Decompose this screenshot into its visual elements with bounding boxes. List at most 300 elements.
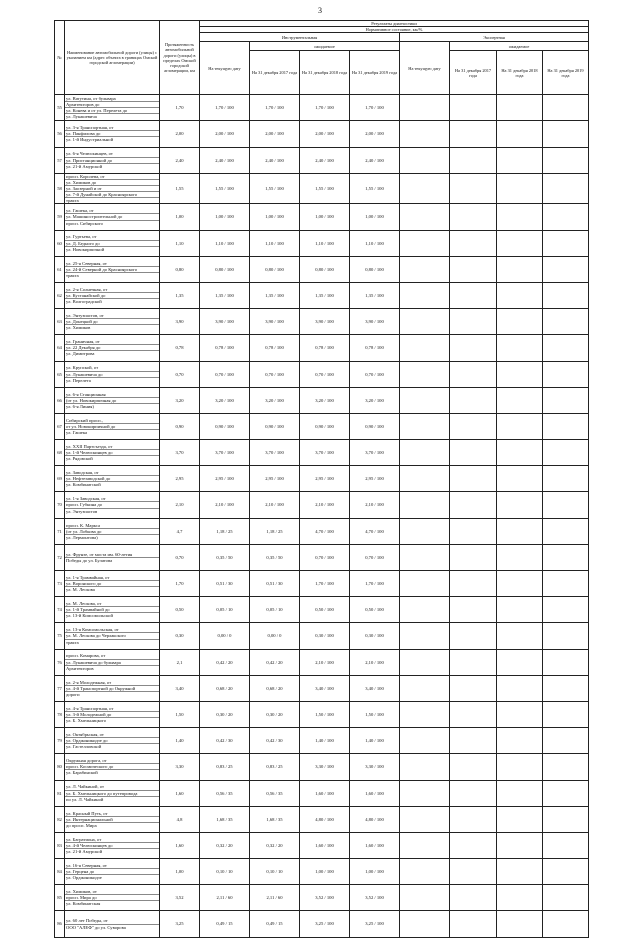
length-cell: 0,70 (160, 544, 200, 570)
current-date-cell: 0,70 / 100 (200, 361, 250, 387)
expert-empty-cell (450, 675, 497, 701)
road-name-cell (65, 701, 160, 727)
road-name-cell (65, 466, 160, 492)
current-date-cell: 3,70 / 100 (200, 440, 250, 466)
expected-2017-cell: 0,68 / 20 (250, 675, 300, 701)
expected-2017-cell: 0,05 / 10 (250, 597, 300, 623)
expected-2019-cell: 1,70 / 100 (350, 571, 400, 597)
expert-empty-cell (497, 466, 543, 492)
expected-2018-cell: 1,00 / 100 (300, 204, 350, 230)
road-name-cell (65, 413, 160, 439)
expected-2018-cell: 1,60 / 100 (300, 780, 350, 806)
row-number: 77 (55, 675, 65, 701)
expected-2017-cell: 0,00 / 0 (250, 623, 300, 649)
road-name-line: ул. 1-й Индустриальной (66, 137, 114, 143)
header-2018: На 31 декабря 2018 года (300, 51, 350, 95)
current-date-cell: 1,55 / 100 (200, 173, 250, 204)
expert-empty-cell (450, 728, 497, 754)
expected-2019-cell: 0,30 / 100 (350, 623, 400, 649)
expert-empty-cell (543, 701, 589, 727)
expected-2018-cell: 3,30 / 100 (300, 754, 350, 780)
length-cell: 0,30 (160, 623, 200, 649)
table-row (55, 754, 589, 780)
expert-empty-cell (497, 597, 543, 623)
road-name-line: ул. 25-я Северная, от (65, 261, 159, 267)
expected-2019-cell: 2,00 / 100 (350, 121, 400, 147)
road-name-line: (от ул. Новокирпичная до (65, 398, 159, 404)
road-name-line: ул. 22 Декабря до (65, 345, 159, 351)
expert-empty-cell (400, 859, 450, 885)
road-name-line: ул. 4-й Транспортной до Окружной (65, 686, 159, 692)
expert-empty-cell (497, 335, 543, 361)
length-cell: 2,1 (160, 649, 200, 675)
expert-empty-cell (497, 256, 543, 282)
expert-empty-cell (497, 518, 543, 544)
expert-empty-cell (400, 95, 450, 121)
road-name-line: (от ул. Лобкова до (65, 529, 159, 535)
road-name-line: ул. М. Лескова до Черлакского (65, 633, 159, 639)
expert-empty-cell (400, 806, 450, 832)
road-name-cell (65, 649, 160, 675)
expert-empty-cell (497, 204, 543, 230)
road-name-line: ул. Рядовской (66, 456, 93, 462)
road-name-line: ул. 3-й Молодежной до (65, 712, 159, 718)
expert-empty-cell (450, 361, 497, 387)
expert-empty-cell (450, 859, 497, 885)
expected-2017-cell: 0,49 / 15 (250, 911, 300, 937)
expected-2019-cell: 3,90 / 100 (350, 309, 400, 335)
expert-empty-cell (543, 335, 589, 361)
road-name-line: ул. Герцена до (65, 869, 159, 875)
road-name-line: ул. Пристанционной до (65, 158, 159, 164)
road-name-line: ул. 7-й Дунайской до Красноярского (65, 192, 159, 198)
expected-2018-cell: 3,40 / 100 (300, 675, 350, 701)
expert-empty-cell (543, 518, 589, 544)
row-number: 71 (55, 518, 65, 544)
road-name-line: ул. Заводская, от (65, 470, 159, 476)
current-date-cell: 0,30 / 20 (200, 701, 250, 727)
road-name-line: ул. Крупской, от (65, 365, 159, 371)
road-name-line: ул. Панфилова до (65, 131, 159, 137)
expert-empty-cell (543, 623, 589, 649)
expert-empty-cell (497, 147, 543, 173)
road-name-line: ул. 13-й Комсомольской (66, 613, 113, 619)
expert-empty-cell (400, 885, 450, 911)
expert-empty-cell (543, 413, 589, 439)
expert-empty-cell (543, 675, 589, 701)
expert-empty-cell (543, 911, 589, 937)
current-date-cell: 0,80 / 100 (200, 256, 250, 282)
header-current-date-expert: На текущую дату (400, 42, 450, 95)
road-name-line: ул. Волгоградской (66, 299, 102, 305)
expected-2019-cell: 1,40 / 100 (350, 728, 400, 754)
expected-2019-cell: 3,25 / 100 (350, 911, 400, 937)
current-date-cell: 1,10 / 100 (200, 230, 250, 256)
header-2019-expert: На 31 декабря 2019 года (543, 51, 589, 95)
current-date-cell: 0,83 / 25 (200, 754, 250, 780)
length-cell: 2,10 (160, 492, 200, 518)
expected-2018-cell: 3,25 / 100 (300, 911, 350, 937)
expected-2018-cell: 1,70 / 100 (300, 95, 350, 121)
expert-empty-cell (400, 361, 450, 387)
road-name-line: ул. Новокирпичной (66, 246, 105, 252)
header-length: Протяженность автомобильной дороги (улицы) в пределах Омской городской агломерации, км (160, 21, 200, 95)
expert-empty-cell (400, 147, 450, 173)
road-name-line: ул. 24-й Северной до Красноярского (65, 267, 159, 273)
road-name-cell (65, 859, 160, 885)
row-number: 67 (55, 413, 65, 439)
length-cell: 1,55 (160, 173, 200, 204)
expected-2019-cell: 1,60 / 100 (350, 832, 400, 858)
road-name-line: ул. 1-я Трамвайная, от (65, 575, 159, 581)
road-name-line: ул. Конева и от ул. Перелета до (65, 108, 159, 114)
expected-2019-cell: 2,40 / 100 (350, 147, 400, 173)
expected-2019-cell: 1,10 / 100 (350, 230, 400, 256)
current-date-cell: 0,56 / 35 (200, 780, 250, 806)
table-row (55, 230, 589, 256)
expert-empty-cell (400, 309, 450, 335)
expert-empty-cell (450, 780, 497, 806)
current-date-cell: 0,35 / 50 (200, 544, 250, 570)
current-date-cell: 1,18 / 25 (200, 518, 250, 544)
row-number: 57 (55, 147, 65, 173)
length-cell: 3,70 (160, 440, 200, 466)
road-name-line: ул. Багратиона, от (65, 837, 159, 843)
expert-empty-cell (497, 230, 543, 256)
expert-empty-cell (543, 256, 589, 282)
table-row (55, 95, 589, 121)
expected-2019-cell: 1,70 / 100 (350, 95, 400, 121)
expected-2019-cell: 1,60 / 100 (350, 780, 400, 806)
road-name-line: просп. Космического до (65, 764, 159, 770)
length-cell: 1,50 (160, 701, 200, 727)
expert-empty-cell (400, 544, 450, 570)
road-name-line: Победы до ул. Булатова (66, 557, 113, 563)
table-row (55, 597, 589, 623)
expected-2018-cell: 4,70 / 100 (300, 518, 350, 544)
expected-2017-cell: 0,78 / 100 (250, 335, 300, 361)
road-name-line: ул. Донецкой до (65, 319, 159, 325)
row-number: 68 (55, 440, 65, 466)
expert-empty-cell (450, 623, 497, 649)
expert-empty-cell (543, 885, 589, 911)
expert-empty-cell (497, 859, 543, 885)
expert-empty-cell (400, 701, 450, 727)
road-name-line: ул. 6-я Линия) (66, 403, 94, 409)
expected-2017-cell: 1,10 / 100 (250, 230, 300, 256)
road-diagnostics-table (54, 20, 589, 938)
row-number: 63 (55, 309, 65, 335)
length-cell: 1,70 (160, 571, 200, 597)
table-row (55, 335, 589, 361)
row-number: 86 (55, 911, 65, 937)
road-name-cell (65, 95, 160, 121)
length-cell: 1,70 (160, 95, 200, 121)
road-name-line: ул. 6-я Челюскинцев, от (65, 151, 159, 157)
length-cell: 0,70 (160, 361, 200, 387)
row-number: 78 (55, 701, 65, 727)
expert-empty-cell (450, 309, 497, 335)
row-number: 76 (55, 649, 65, 675)
road-name-line: просп. Королева, от (65, 174, 159, 180)
road-name-cell (65, 204, 160, 230)
expert-empty-cell (497, 571, 543, 597)
current-date-cell: 0,10 / 10 (200, 859, 250, 885)
length-cell: 0,78 (160, 335, 200, 361)
expected-2018-cell: 1,60 / 100 (300, 832, 350, 858)
road-name-cell (65, 361, 160, 387)
road-name-line: ул. 2-я Солнечная, от (65, 287, 159, 293)
expert-empty-cell (450, 173, 497, 204)
road-name-cell (65, 492, 160, 518)
expert-empty-cell (450, 204, 497, 230)
table-row (55, 256, 589, 282)
length-cell: 4,8 (160, 806, 200, 832)
table-row (55, 544, 589, 570)
page-number: 3 (318, 6, 322, 15)
expected-2018-cell: 1,70 / 100 (300, 571, 350, 597)
expected-2018-cell: 1,50 / 100 (300, 701, 350, 727)
expert-empty-cell (450, 282, 497, 308)
row-number: 62 (55, 282, 65, 308)
expert-empty-cell (543, 309, 589, 335)
road-name-cell (65, 780, 160, 806)
road-name-line: просп. Мира до (65, 895, 159, 901)
table-body (55, 95, 589, 938)
current-date-cell: 0,42 / 30 (200, 728, 250, 754)
expert-empty-cell (450, 832, 497, 858)
header-current-date: На текущую дату (200, 42, 250, 95)
road-name-cell (65, 121, 160, 147)
current-date-cell: 0,68 / 20 (200, 675, 250, 701)
length-cell: 3,90 (160, 309, 200, 335)
expected-2017-cell: 0,35 / 50 (250, 544, 300, 570)
road-name-line: просп. Губкина до (65, 502, 159, 508)
road-name-line: ул. 4-й Челюскинцев до (65, 843, 159, 849)
road-name-line: ул. 1-й Трамвайной до (65, 607, 159, 613)
current-date-cell: 0,49 / 15 (200, 911, 250, 937)
expert-empty-cell (543, 832, 589, 858)
road-name-line: ул. Химиков, от (65, 889, 159, 895)
road-name-line: ул. Кустанайской до (65, 293, 159, 299)
current-date-cell: 1,68 / 35 (200, 806, 250, 832)
expert-empty-cell (450, 335, 497, 361)
expected-2018-cell: 0,78 / 100 (300, 335, 350, 361)
expected-2019-cell: 2,10 / 100 (350, 492, 400, 518)
road-name-cell (65, 832, 160, 858)
table-row (55, 440, 589, 466)
road-name-line: ул. 16-я Северная, от (65, 863, 159, 869)
expert-empty-cell (400, 204, 450, 230)
road-name-line: от ул. Новокирпичной до (65, 424, 159, 430)
road-name-line: ООО "АЛЕФ" до ул. Суворова (66, 924, 126, 930)
road-name-line: ул. Д. Бедного до (65, 241, 159, 247)
road-name-cell (65, 623, 160, 649)
expected-2018-cell: 1,10 / 100 (300, 230, 350, 256)
road-name-cell (65, 544, 160, 570)
header-2019: На 31 декабря 2019 года (350, 51, 400, 95)
expected-2018-cell: 1,40 / 100 (300, 728, 350, 754)
road-name-line: ул. Гашека (66, 430, 88, 436)
expert-empty-cell (543, 147, 589, 173)
road-name-line: ул. Фрунзе, от моста им. 60-летия (65, 552, 159, 558)
road-name-line: ул. Комбинатской (66, 482, 101, 488)
expert-empty-cell (400, 597, 450, 623)
road-name-line: ул. Химиков (66, 325, 91, 331)
expected-2018-cell: 0,70 / 100 (300, 361, 350, 387)
expected-2019-cell: 1,55 / 100 (350, 173, 400, 204)
road-name-line: ул. Б. Хмельницкого (66, 718, 107, 724)
length-cell: 1,40 (160, 728, 200, 754)
expert-empty-cell (497, 173, 543, 204)
current-date-cell: 2,11 / 60 (200, 885, 250, 911)
table-row (55, 309, 589, 335)
road-name-line: ул. Орджоникидзе (66, 875, 102, 881)
table-row (55, 832, 589, 858)
road-name-line: ул. Лукашевича до (65, 372, 159, 378)
table-row (55, 675, 589, 701)
header-2017-expert: На 31 декабря 2017 года (450, 51, 497, 95)
current-date-cell: 0,42 / 20 (200, 649, 250, 675)
expert-empty-cell (497, 282, 543, 308)
road-name-line: ул. Гашека, от (65, 208, 159, 214)
road-name-line: ул. Гуртьева, от (65, 234, 159, 240)
expert-empty-cell (450, 256, 497, 282)
expected-2018-cell: 0,70 / 100 (300, 544, 350, 570)
expert-empty-cell (497, 121, 543, 147)
table-row (55, 121, 589, 147)
expert-empty-cell (450, 597, 497, 623)
length-cell: 0,50 (160, 597, 200, 623)
expected-2017-cell: 0,42 / 20 (250, 649, 300, 675)
expert-empty-cell (543, 544, 589, 570)
expected-2018-cell: 4,80 / 100 (300, 806, 350, 832)
road-name-line: до просп. Мира (66, 822, 97, 828)
current-date-cell: 0,32 / 20 (200, 832, 250, 858)
road-name-line: тракта (66, 272, 79, 278)
header-2018-expert: На 31 декабря 2018 года (497, 51, 543, 95)
expected-2017-cell: 1,55 / 100 (250, 173, 300, 204)
expert-empty-cell (497, 911, 543, 937)
road-name-line: просп. К. Маркса (65, 523, 159, 529)
road-name-line: тракта (66, 198, 79, 204)
table-row (55, 780, 589, 806)
road-name-line: ул. Нефтезаводской до (65, 476, 159, 482)
expected-2018-cell: 1,35 / 100 (300, 282, 350, 308)
expert-empty-cell (450, 701, 497, 727)
road-name-line: ул. Октябрьская, от (65, 732, 159, 738)
expected-2017-cell: 1,00 / 100 (250, 204, 300, 230)
expert-empty-cell (497, 387, 543, 413)
expected-2018-cell: 2,40 / 100 (300, 147, 350, 173)
row-number: 64 (55, 335, 65, 361)
row-number: 60 (55, 230, 65, 256)
expert-empty-cell (400, 832, 450, 858)
expected-2017-cell: 2,95 / 100 (250, 466, 300, 492)
expert-empty-cell (400, 571, 450, 597)
expert-empty-cell (450, 754, 497, 780)
expert-empty-cell (543, 387, 589, 413)
length-cell: 1,00 (160, 859, 200, 885)
expert-empty-cell (450, 413, 497, 439)
current-date-cell: 0,78 / 100 (200, 335, 250, 361)
road-name-cell (65, 675, 160, 701)
expected-2018-cell: 0,50 / 100 (300, 597, 350, 623)
expert-empty-cell (497, 649, 543, 675)
road-name-line: ул. 6-я Станционная (65, 392, 159, 398)
expert-empty-cell (543, 361, 589, 387)
expected-2018-cell: 0,30 / 100 (300, 623, 350, 649)
expert-empty-cell (450, 95, 497, 121)
current-date-cell: 0,51 / 30 (200, 571, 250, 597)
expected-2018-cell: 1,00 / 100 (300, 859, 350, 885)
road-name-cell (65, 571, 160, 597)
road-name-line: ул. Ватутина, от бульвара (65, 96, 159, 102)
expert-empty-cell (543, 806, 589, 832)
expert-empty-cell (543, 173, 589, 204)
expert-empty-cell (497, 701, 543, 727)
expected-2017-cell: 0,83 / 25 (250, 754, 300, 780)
expected-2017-cell: 0,51 / 30 (250, 571, 300, 597)
expected-2018-cell: 3,52 / 100 (300, 885, 350, 911)
table-row (55, 173, 589, 204)
current-date-cell: 1,00 / 100 (200, 204, 250, 230)
row-number: 82 (55, 806, 65, 832)
road-name-line: ул. 13-я Комсомольская, от (65, 627, 159, 633)
road-name-line: ул. Машиностроительной до (65, 214, 159, 220)
expected-2018-cell: 3,70 / 100 (300, 440, 350, 466)
road-name-line: тракта (66, 639, 79, 645)
expert-empty-cell (400, 230, 450, 256)
row-number: 56 (55, 121, 65, 147)
row-number: 66 (55, 387, 65, 413)
table-row (55, 623, 589, 649)
row-number: 79 (55, 728, 65, 754)
expert-empty-cell (543, 571, 589, 597)
row-number: 61 (55, 256, 65, 282)
road-name-line: ул. XXII Партсъезда, от (65, 444, 159, 450)
road-name-line: ул. Химиков до (65, 180, 159, 186)
table-row (55, 361, 589, 387)
table-row (55, 649, 589, 675)
road-name-line: ул. М. Лескова, от (65, 601, 159, 607)
expert-empty-cell (497, 544, 543, 570)
road-name-line: ул. Лермонтова) (66, 534, 98, 540)
expected-2019-cell: 3,20 / 100 (350, 387, 400, 413)
header-results: Результаты диагностики (200, 21, 589, 27)
expected-2019-cell: 4,80 / 100 (350, 806, 400, 832)
expert-empty-cell (543, 780, 589, 806)
expert-empty-cell (497, 780, 543, 806)
expert-empty-cell (543, 754, 589, 780)
road-name-line: ул. Перелета (66, 377, 91, 383)
table-header (55, 21, 589, 95)
road-name-line: ул. Орджоникидзе до (65, 738, 159, 744)
expected-2019-cell: 3,52 / 100 (350, 885, 400, 911)
expected-2018-cell: 1,55 / 100 (300, 173, 350, 204)
expert-empty-cell (450, 230, 497, 256)
expert-empty-cell (400, 440, 450, 466)
expected-2017-cell: 1,68 / 35 (250, 806, 300, 832)
expected-2018-cell: 0,80 / 100 (300, 256, 350, 282)
expected-2017-cell: 3,20 / 100 (250, 387, 300, 413)
header-2017: На 31 декабря 2017 года (250, 51, 300, 95)
road-name-line: Архитекторов до (65, 102, 159, 108)
road-name-line: ул. М. Лесковa (66, 587, 95, 593)
expert-empty-cell (450, 649, 497, 675)
road-name-cell (65, 728, 160, 754)
road-name-cell (65, 335, 160, 361)
